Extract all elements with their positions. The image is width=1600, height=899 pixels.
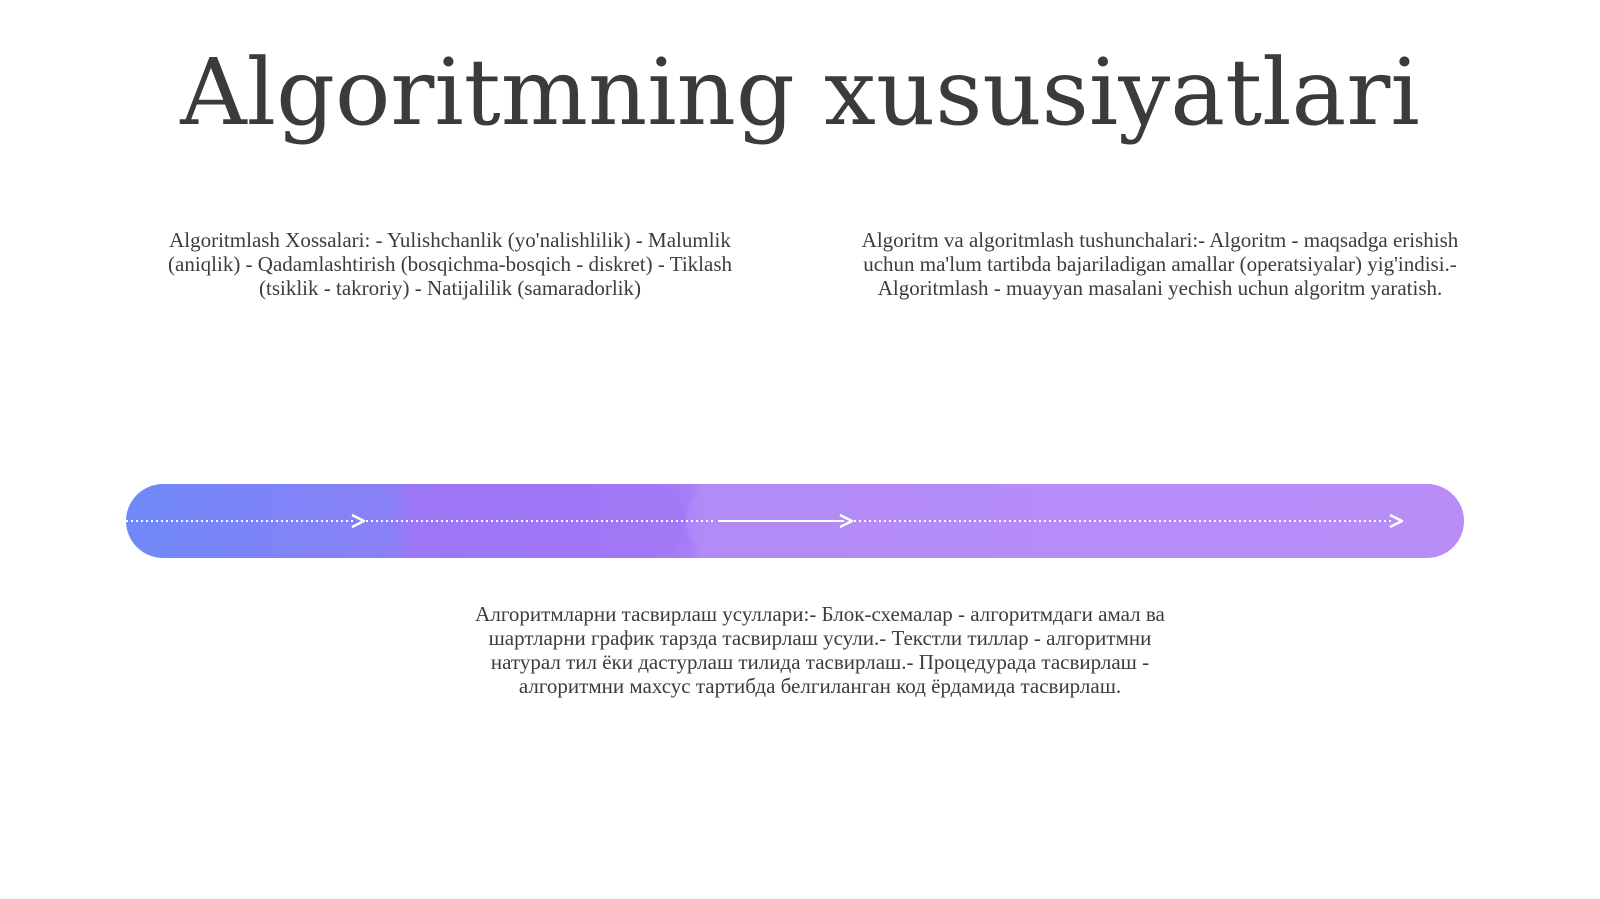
timeline-bar [126,484,1464,558]
text-block-concepts: Algoritm va algoritmlash tushunchalari:- Algoritm - maqsadga erishish uchun ma'lum tartibda bajariladigan amallar (operatsiyalar) yig'indisi.- Algoritmlash - muayyan masalani yechish uchun algoritm yaratish. [861,228,1459,300]
timeline-graphic [126,484,1464,558]
slide-title: Algoritmning xususiyatlari [180,39,1420,146]
text-block-properties: Algoritmlash Xossalari: - Yulishchanlik (yo'nalishlilik) - Malumlik (aniqlik) - Qadamlashtirish (bosqichma-bosqich - diskret) - Tiklash (tsiklik - takroriy) - Natijalilik (samaradorlik) [168,228,732,300]
text-block-methods: Алгоритмларни тасвирлаш усуллари:- Блок-схемалар - алгоритмдаги амал ва шартларни график тарзда тасвирлаш усули.- Текстли тиллар - алгоритмни натурал тил ёки дастурлаш тилида тасвирлаш.- Процедурада тасвирлаш - алгоритмни махсус тартибда белгиланган код ёрдамида тасвирлаш. [475,602,1165,698]
